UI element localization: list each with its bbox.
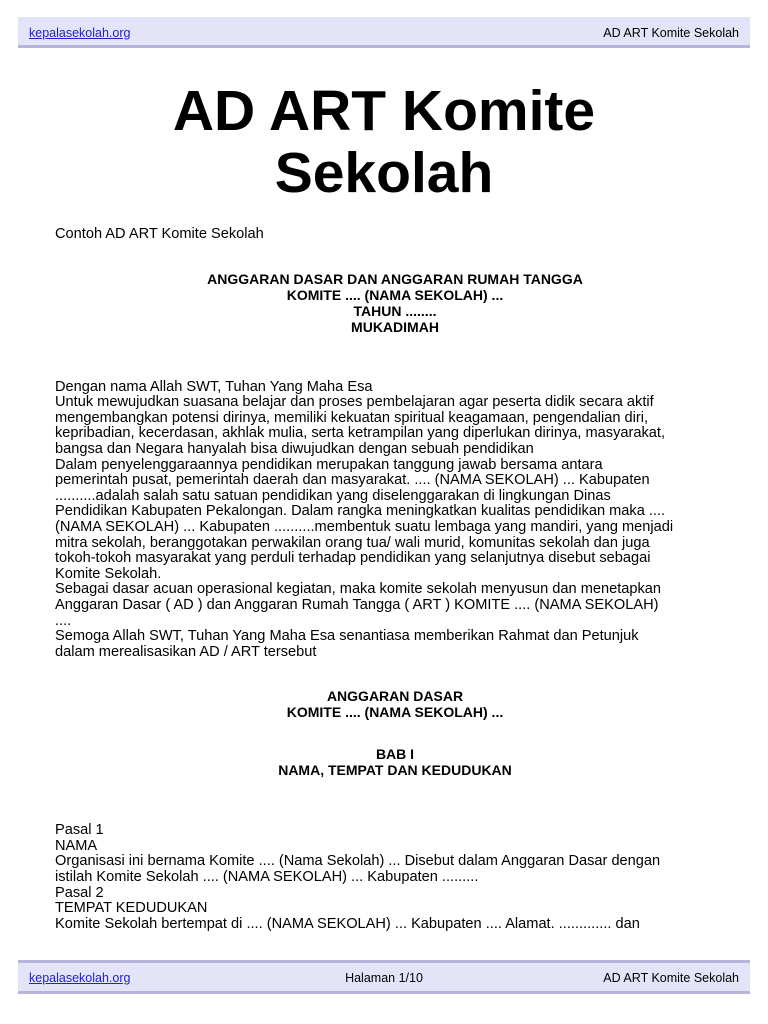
body-line: tokoh-tokoh masyarakat yang perduli terhadap pendidikan yang selanjutnya disebut sebagai — [55, 550, 651, 567]
document-body — [55, 227, 735, 932]
heading-line: ANGGARAN DASAR DAN ANGGARAN RUMAH TANGGA — [207, 270, 583, 287]
body-line: Dengan nama Allah SWT, Tuhan Yang Maha Esa — [55, 378, 373, 395]
heading-line: NAMA, TEMPAT DAN KEDUDUKAN — [278, 762, 512, 779]
page-header — [18, 17, 750, 48]
body-line: Pendidikan Kabupaten Pekalongan. Dalam rangka meningkatkan kualitas pendidikan maka .... — [55, 503, 666, 520]
mukadimah-text — [55, 380, 735, 661]
body-line: pemerintah pusat, pemerintah daerah dan masyarakat. .... (NAMA SEKOLAH) ... Kabupaten — [55, 472, 650, 489]
page-footer — [18, 960, 750, 994]
body-line: bangsa dan Negara hanyalah bisa diwujudkan dengan sebuah pendidikan — [55, 440, 534, 457]
body-line: Pasal 1 — [55, 822, 104, 839]
heading-line: KOMITE .... (NAMA SEKOLAH) ... — [286, 286, 504, 303]
title-line-1: AD ART Komite — [172, 79, 596, 143]
body-line: Komite Sekolah. — [55, 565, 162, 582]
intro-text: Contoh AD ART Komite Sekolah — [55, 226, 264, 242]
body-line: Dalam penyelenggaraannya pendidikan merupakan tanggung jawab bersama antara — [55, 456, 603, 473]
body-line: Komite Sekolah bertempat di .... (NAMA SEKOLAH) ... Kabupaten .... Alamat. ............. dan — [55, 915, 640, 932]
heading-anggaran-dasar — [55, 688, 735, 720]
heading-bab-1 — [55, 746, 735, 778]
heading-mukadimah — [55, 271, 735, 335]
header-site-link[interactable]: kepalasekolah.org — [29, 26, 131, 40]
body-line: kepribadian, kecerdasan, akhlak mulia, serta ketrampilan yang diperlukan dirinya, masyarakat, — [55, 425, 666, 442]
pasal-text — [55, 823, 735, 932]
header-doc-title: AD ART Komite Sekolah — [603, 26, 739, 40]
body-line: Organisasi ini bernama Komite .... (Nama Sekolah) ... Disebut dalam Anggaran Dasar dengan — [55, 853, 661, 870]
body-line: istilah Komite Sekolah .... (NAMA SEKOLAH) ... Kabupaten ......... — [55, 869, 479, 886]
body-line: mitra sekolah, beranggotakan perwakilan orang tua/ wali murid, komunitas sekolah dan juga — [55, 534, 650, 551]
footer-page-number: Halaman 1/10 — [345, 971, 423, 985]
body-line: NAMA — [55, 837, 98, 854]
heading-line: BAB I — [375, 746, 415, 763]
heading-line: ANGGARAN DASAR — [326, 688, 464, 705]
document-title — [0, 80, 768, 204]
heading-line: KOMITE .... (NAMA SEKOLAH) ... — [286, 704, 504, 721]
title-line-2: Sekolah — [274, 141, 494, 205]
body-line: Anggaran Dasar ( AD ) dan Anggaran Rumah Tangga ( ART ) KOMITE .... (NAMA SEKOLAH) — [55, 596, 659, 613]
body-line: ..........adalah salah satu satuan pendidikan yang diselenggarakan di lingkungan Dinas — [55, 487, 611, 504]
body-line: Sebagai dasar acuan operasional kegiatan, maka komite sekolah menyusun dan menetapkan — [55, 581, 662, 598]
heading-line: MUKADIMAH — [351, 318, 439, 335]
body-line: (NAMA SEKOLAH) ... Kabupaten ..........membentuk suatu lembaga yang mandiri, yang menjadi — [55, 518, 674, 535]
body-line: .... — [55, 612, 72, 629]
heading-line: TAHUN ........ — [353, 302, 437, 319]
body-line: mengembangkan potensi dirinya, memiliki kekuatan spiritual keagamaan, pengendalian diri, — [55, 409, 649, 426]
body-line: Semoga Allah SWT, Tuhan Yang Maha Esa senantiasa memberikan Rahmat dan Petunjuk — [55, 628, 639, 645]
footer-site-link[interactable]: kepalasekolah.org — [29, 971, 131, 985]
body-line: dalam merealisasikan AD / ART tersebut — [55, 643, 317, 660]
footer-doc-title: AD ART Komite Sekolah — [603, 971, 739, 985]
body-line: Untuk mewujudkan suasana belajar dan proses pembelajaran agar peserta didik secara aktif — [55, 394, 654, 411]
body-line: TEMPAT KEDUDUKAN — [55, 900, 208, 917]
body-line: Pasal 2 — [55, 884, 104, 901]
